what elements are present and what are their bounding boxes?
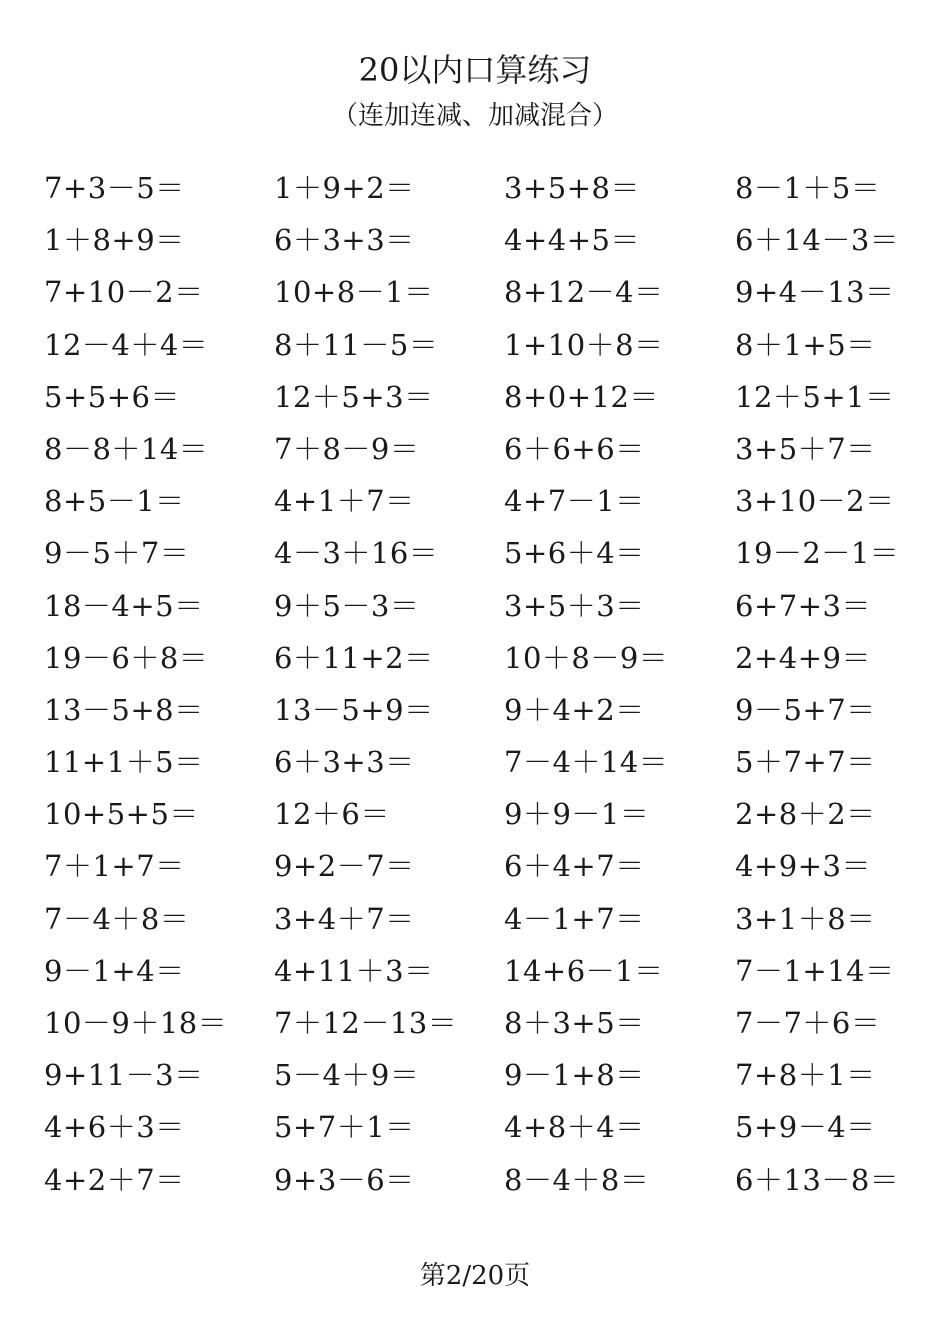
math-problem: 13－5+8＝ [44,692,204,727]
math-problem: 10+5+5＝ [44,797,199,832]
math-problem: 5+7＋1＝ [274,1110,415,1145]
math-problem: 9+4－13＝ [735,275,895,310]
math-problem: 4+4+5＝ [504,223,640,258]
math-problem: 9＋5－3＝ [274,588,420,623]
math-problem: 13－5+9＝ [274,692,434,727]
math-problem: 12－4＋4＝ [44,327,209,362]
math-problem: 7－4＋8＝ [44,901,190,936]
math-problem: 2+8＋2＝ [735,797,876,832]
math-problem: 8+5－1＝ [44,484,185,519]
math-problem: 7－1+14＝ [735,953,895,988]
math-problem: 9－5＋7＝ [44,536,190,571]
math-problem: 8＋1+5＝ [735,327,876,362]
worksheet-subtitle: （连加连减、加减混合） [331,101,618,131]
math-problem: 7－7＋6＝ [735,1006,881,1040]
math-problem: 19－6＋8＝ [44,640,209,675]
math-problem: 9+3－6＝ [274,1162,415,1197]
math-problem: 3+5＋3＝ [504,588,645,623]
math-problem: 12＋5+3＝ [274,379,434,414]
math-problem: 10－9＋18＝ [44,1006,228,1040]
worksheet-title: 20以内口算练习 [358,51,592,89]
problem-grid [44,162,944,1206]
math-problem: 8－4＋8＝ [504,1162,650,1197]
math-problem: 9+2－7＝ [274,849,415,884]
math-problem: 5+5+6＝ [44,379,180,414]
math-problem: 7＋8－9＝ [274,431,420,466]
math-problem: 5＋7+7＝ [735,745,876,780]
math-problem: 6＋3+3＝ [274,745,415,780]
math-problem: 6＋13－8＝ [735,1162,900,1197]
math-problem: 3+1＋8＝ [735,901,876,936]
math-problem: 3+4＋7＝ [274,901,415,936]
math-problem: 6＋3+3＝ [274,223,415,258]
math-problem: 2+4+9＝ [735,640,871,675]
math-problem: 7＋1+7＝ [44,849,185,884]
math-problem: 10＋8－9＝ [504,640,669,675]
math-problem: 4+6＋3＝ [44,1110,185,1145]
math-problem: 7+10－2＝ [44,275,204,310]
math-problem: 3+5+8＝ [504,171,640,205]
math-problem: 6＋11+2＝ [274,640,434,675]
math-problem: 8－8＋14＝ [44,431,209,466]
math-problem: 7+8＋1＝ [735,1058,876,1093]
math-problem: 19－2－1＝ [735,536,900,571]
math-problem: 14+6－1＝ [504,953,664,988]
math-problem: 12＋5+1＝ [735,379,895,414]
math-problem: 4+11＋3＝ [274,953,434,988]
math-problem: 3+5＋7＝ [735,431,876,466]
math-problem: 8+0+12＝ [504,379,659,414]
math-problem: 5+9－4＝ [735,1110,876,1145]
math-problem: 8＋11－5＝ [274,327,439,362]
math-problem: 9－1+8＝ [504,1058,645,1093]
math-problem: 7+3－5＝ [44,171,185,205]
math-problem: 7－4＋14＝ [504,745,669,780]
math-problem: 12＋6＝ [274,797,390,832]
math-problem: 4+8＋4＝ [504,1110,645,1145]
math-problem: 6＋4+7＝ [504,849,645,884]
math-problem: 9+11－3＝ [44,1058,204,1093]
math-problem: 1＋8+9＝ [44,223,185,258]
math-problem: 5－4＋9＝ [274,1058,420,1093]
math-problem: 1+10＋8＝ [504,327,664,362]
math-problem: 6＋6+6＝ [504,431,645,466]
math-problem: 4－1+7＝ [504,901,645,936]
math-problem: 8＋3+5＝ [504,1006,645,1040]
math-problem: 9＋4+2＝ [504,692,645,727]
math-problem: 10+8－1＝ [274,275,434,310]
math-problem: 6＋14－3＝ [735,223,900,258]
math-problem: 9＋9－1＝ [504,797,650,832]
math-problem: 4－3＋16＝ [274,536,439,571]
page-number: 第2/20页 [419,1261,531,1291]
math-problem: 11+1＋5＝ [44,745,204,780]
math-problem: 4+7－1＝ [504,484,645,519]
math-problem: 8－1＋5＝ [735,171,881,205]
math-problem: 9－5+7＝ [735,692,876,727]
math-problem: 8+12－4＝ [504,275,664,310]
math-problem: 9－1+4＝ [44,953,185,988]
math-problem: 3+10－2＝ [735,484,895,519]
math-problem: 18－4+5＝ [44,588,204,623]
math-problem: 6+7+3＝ [735,588,871,623]
math-problem: 1＋9+2＝ [274,171,415,205]
math-problem: 4+1＋7＝ [274,484,415,519]
math-problem: 7＋12－13＝ [274,1006,458,1040]
math-problem: 5+6＋4＝ [504,536,645,571]
math-problem: 4+2＋7＝ [44,1162,185,1197]
math-problem: 4+9+3＝ [735,849,871,884]
